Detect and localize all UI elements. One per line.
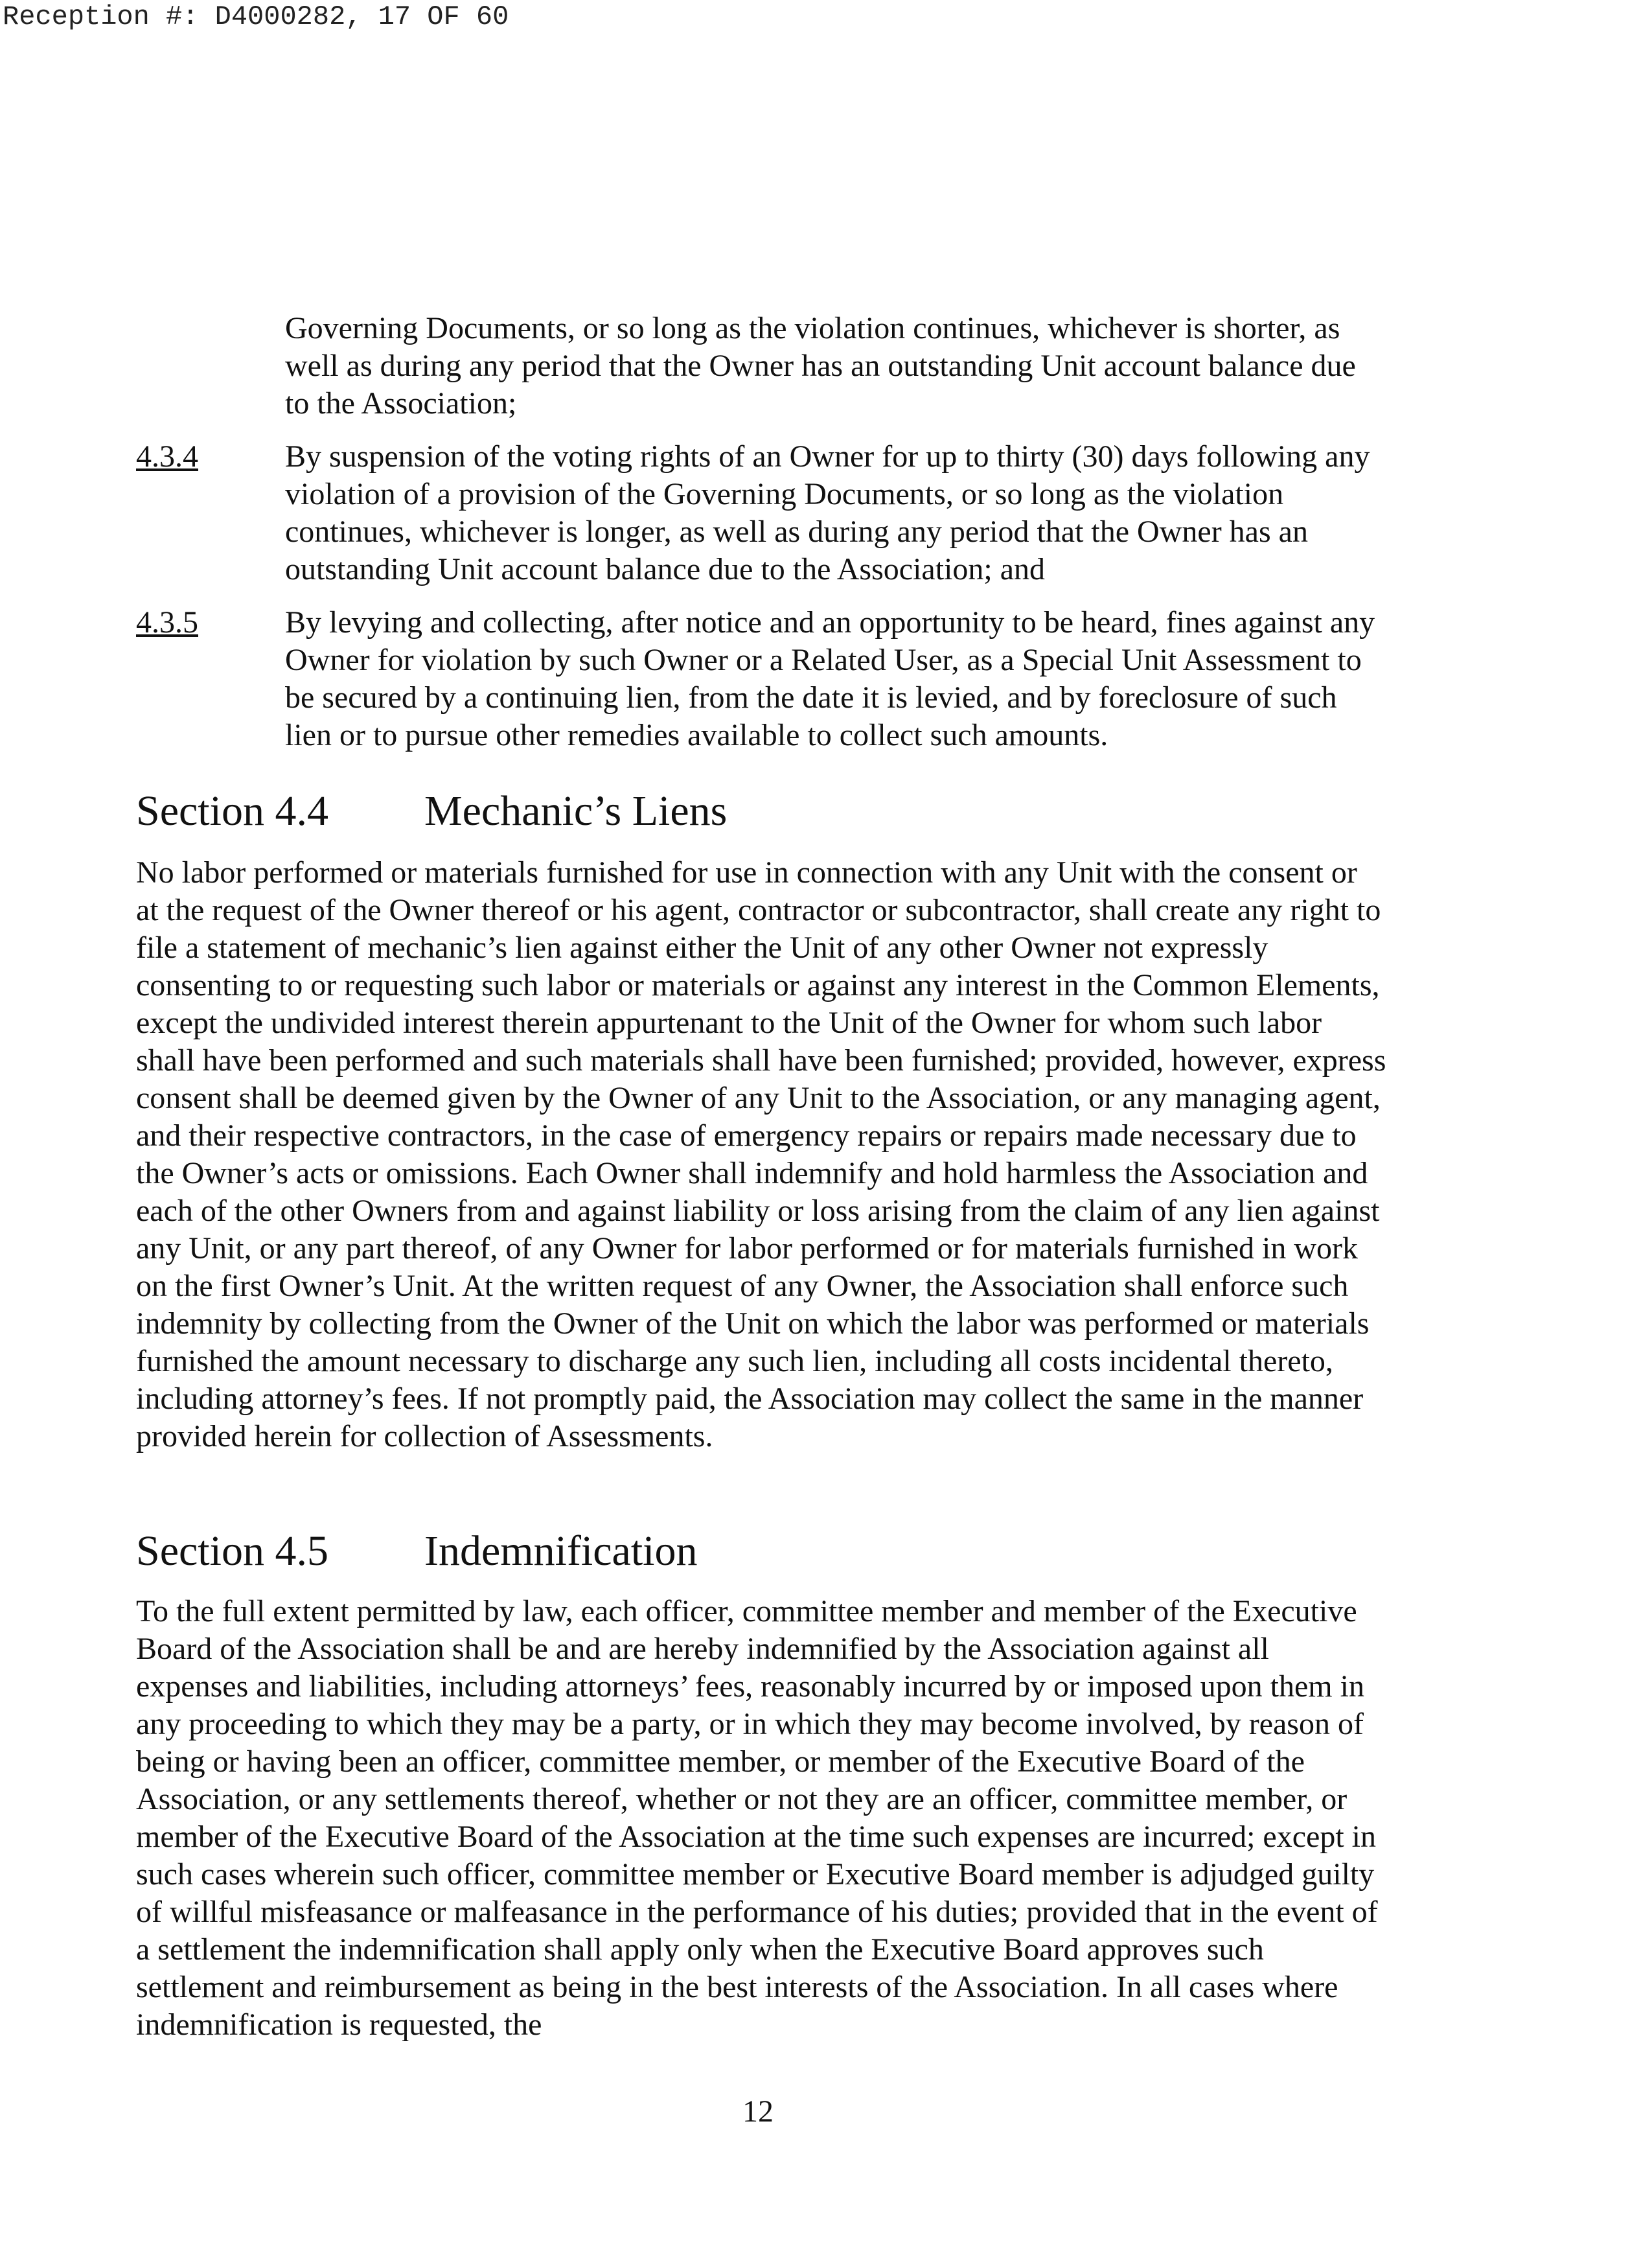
section-4-4-paragraph: No labor performed or materials furnished for use in connection with any Unit with the consent or at the request of the Owner thereof or his agent, contractor or subcontractor, shall create any right to file a statement of mechanic’s lien against either the Unit of any other Owner not expressly consenting to or requesting such labor or materials or against any interest in the Common Elements, except the undivided interest therein appurtenant to the Unit of the Owner for whom such labor shall have been performed and such materials shall have been furnished; provided, however, express consent shall be deemed given by the Owner of any Unit to the Association, or any managing agent, and their respective contractors, in the case of emergency repairs or repairs made necessary due to the Owner’s acts or omissions. Each Owner shall indemnify and hold harmless the Association and each of the other Owners from and against liability or loss arising from the claim of any lien against any Unit, or any part thereof, of any Owner for labor performed or for materials furnished in work on the first Owner’s Unit. At the written request of any Owner, the Association shall enforce such indemnity by collecting from the Owner of the Unit on which the labor was performed or materials furnished the amount necessary to discharge any such lien, including all costs incidental thereto, including attorney’s fees. If not promptly paid, the Association may collect the same in the manner provided herein for collection of Assessments. bbox=[136, 855, 1386, 1453]
subsection-number: 4.3.4 bbox=[136, 439, 198, 474]
section-4-5-paragraph: To the full extent permitted by law, each officer, committee member and member of the Executive Board of the Association shall be and are hereby indemnified by the Association against all expenses and liabilities, including attorneys’ fees, reasonably incurred by or imposed upon them in any proceeding to which they may be a party, or in which they may become involved, by reason of being or having been an officer, committee member, or member of the Executive Board of the Association, or any settlements thereof, whether or not they are an officer, committee member, or member of the Executive Board of the Association at the time such expenses are incurred; except in such cases wherein such officer, committee member or Executive Board member is adjudged guilty of willful misfeasance or malfeasance in the performance of his duties; provided that in the event of a settlement the indemnification shall apply only when the Executive Board approves such settlement and reimbursement as being in the best interests of the Association. In all cases where indemnification is requested, the bbox=[136, 1594, 1378, 2042]
section-number: Section 4.5 bbox=[136, 1527, 328, 1575]
section-heading-4-4 bbox=[136, 785, 727, 837]
subsection-text: By suspension of the voting rights of an Owner for up to thirty (30) days following any violation of a provision of the Governing Documents, or so long as the violation continues, whichever is longer, as well as during any period that the Owner has an outstanding Unit account balance due to the Association; and bbox=[285, 439, 1370, 586]
section-heading-4-5 bbox=[136, 1525, 698, 1577]
page-number: 12 bbox=[742, 2094, 774, 2129]
section-title: Mechanic’s Liens bbox=[424, 787, 728, 835]
continuation-paragraph: Governing Documents, or so long as the violation continues, whichever is shorter, as well as during any period that the Owner has an outstanding Unit account balance due to the Association; bbox=[285, 311, 1356, 421]
section-title: Indemnification bbox=[424, 1527, 698, 1575]
subsection-number: 4.3.5 bbox=[136, 605, 198, 640]
subsection-text: By levying and collecting, after notice and an opportunity to be heard, fines against any Owner for violation by such Owner or a Related User, as a Special Unit Assessment to be secured by a continuing lien, from the date it is levied, and by foreclosure of such lien or to pursue other remedies available to collect such amounts. bbox=[285, 605, 1375, 752]
reception-number-header: Reception #: D4000282, 17 OF 60 bbox=[3, 1, 509, 32]
section-number: Section 4.4 bbox=[136, 787, 328, 835]
